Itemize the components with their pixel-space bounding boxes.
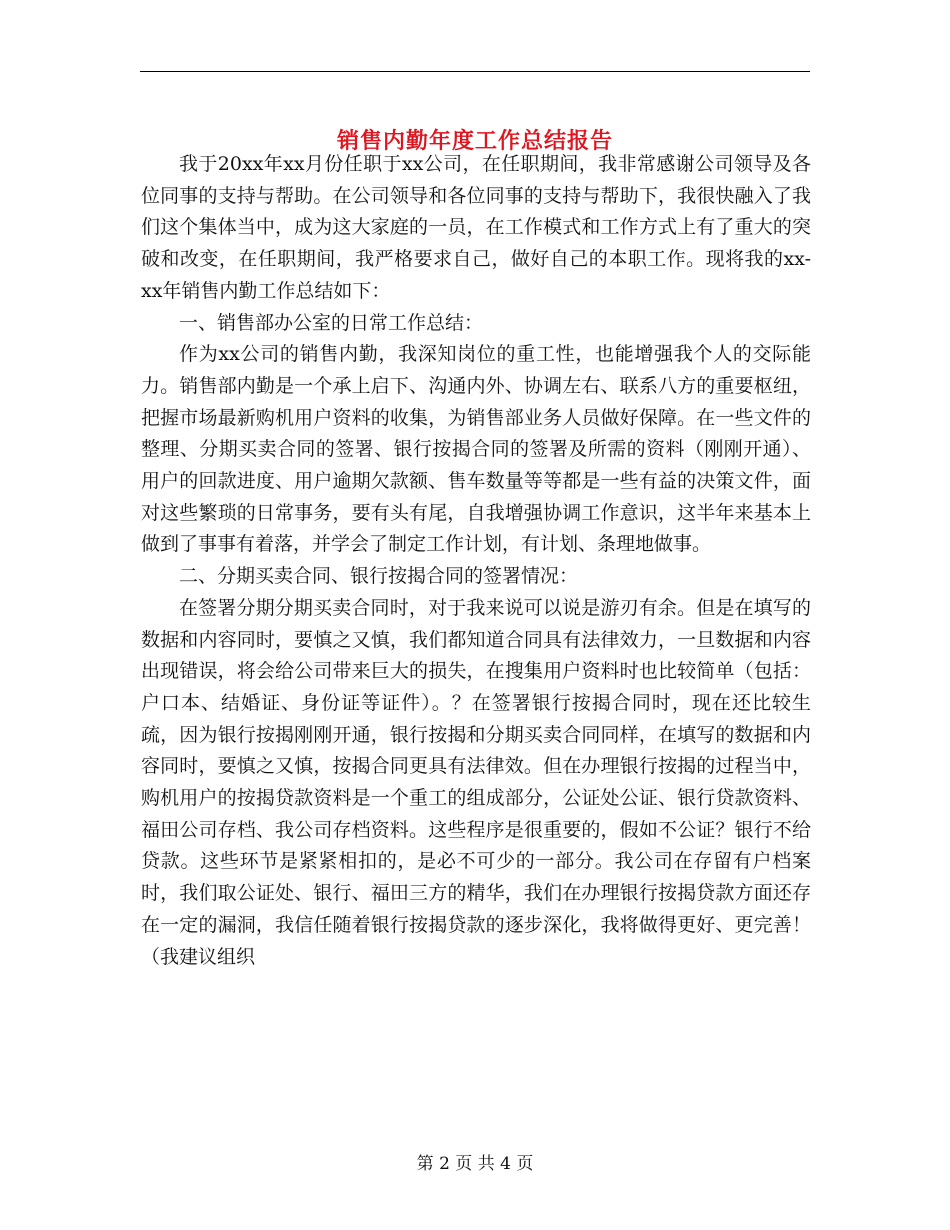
header-rule [140,71,810,72]
document-title: 销售内勤年度工作总结报告 [336,127,613,154]
section-heading-1: 一、销售部办公室的日常工作总结： [179,311,484,334]
paragraph-section-1: 作为xx公司的销售内勤，我深知岗位的重工性，也能增强我个人的交际能力。销售部内勤是一个承上启下、沟通内外、协调左右、联系八方的重要枢纽，把握市场最新购机用户资料的收集，为销售部业务人员做好保障。在一些文件的整理、分期买卖合同的签署、银行按揭合同的签署及所需的资料（刚刚开通）、用户的回款进度、用户逾期欠款额、售车数量等等都是一些有益的决策文件，面对这些繁琐的日常事务，要有头有尾，自我增强协调工作意识，这半年来基本上做到了事事有着落，并学会了制定工作计划，有计划、条理地做事。 [141,343,811,556]
page-footer [0,1152,950,1176]
section-heading-2: 二、分期买卖合同、银行按揭合同的签署情况： [179,565,579,588]
paragraph-section-2: 在签署分期分期买卖合同时，对于我来说可以说是游刃有余。但是在填写的数据和内容同时，要慎之又慎，我们都知道合同具有法律效力，一旦数据和内容出现错误，将会给公司带来巨大的损失，在搜集用户资料时也比较简单（包括：户口本、结婚证、身份证等证件）。？在签署银行按揭合同时，现在还比较生疏，因为银行按揭刚刚开通，银行按揭和分期买卖合同同样，在填写的数据和内容同时，要慎之又慎，按揭合同更具有法律效。但在办理银行按揭的过程当中，购机用户的按揭贷款资料是一个重工的组成部分，公证处公证、银行贷款资料、福田公司存档、我公司存档资料。这些程序是很重要的，假如不公证？银行不给贷款。这些环节是紧紧相扣的，是必不可少的一部分。我公司在存留有户档案时，我们取公证处、银行、福田三方的精华，我们在办理银行按揭贷款方面还存在一定的漏洞，我信任随着银行按揭贷款的逐步深化，我将做得更好、更完善！（我建议组织 [141,596,811,968]
page-number: 第 2 页 共 4 页 [416,1154,534,1174]
paragraph-intro: 我于20xx年xx月份任职于xx公司，在任职期间，我非常感谢公司领导及各位同事的支持与帮助。在公司领导和各位同事的支持与帮助下，我很快融入了我们这个集体当中，成为这大家庭的一员，在工作模式和工作方式上有了重大的突破和改变，在任职期间，我严格要求自己，做好自己的本职工作。现将我的xx-xx年销售内勤工作总结如下： [141,153,811,302]
document-body [141,149,811,973]
